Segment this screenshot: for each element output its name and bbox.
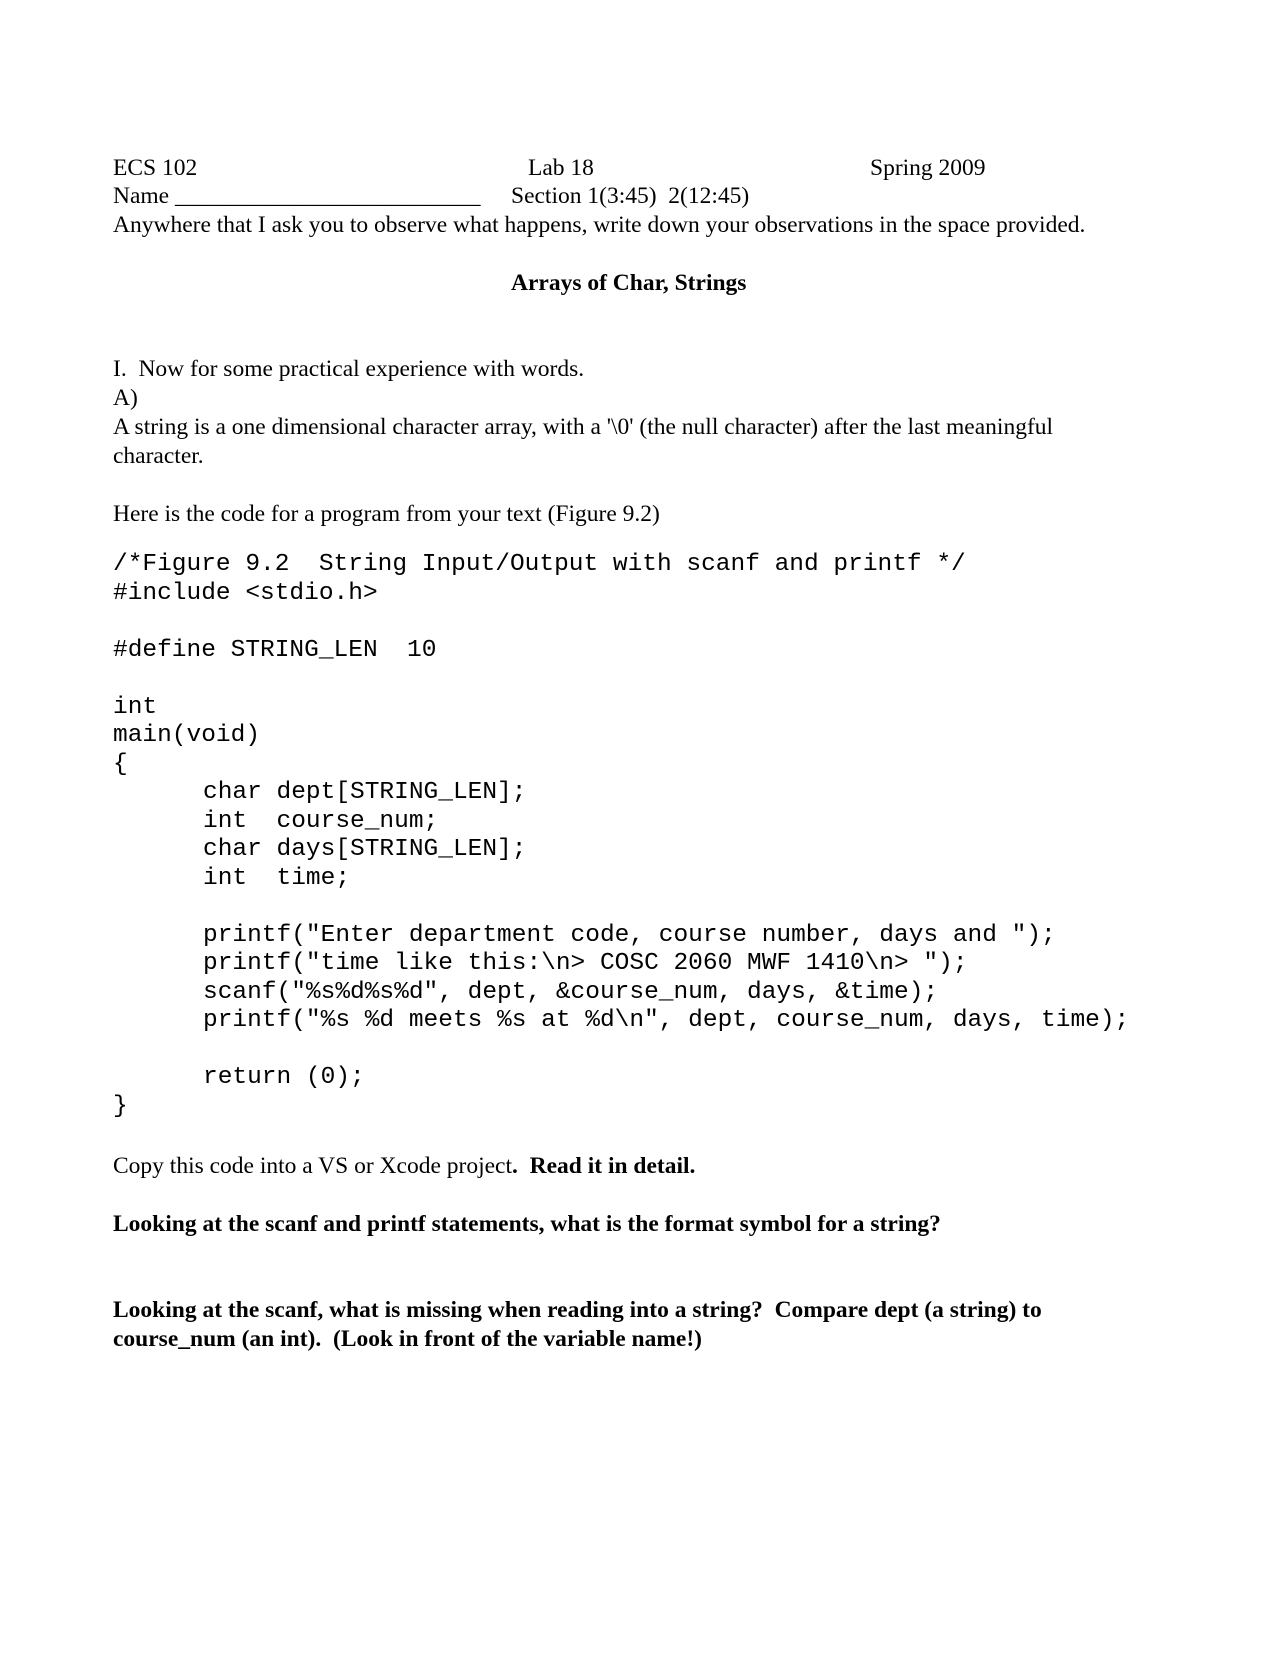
code-line-define: #define STRING_LEN 10 [113,636,437,664]
name-field-label: Name __________________________ [113,183,481,209]
page-title: Arrays of Char, Strings [511,270,747,296]
code-line-open-brace: { [113,750,128,778]
code-line-decl-dept: char dept[STRING_LEN]; [203,779,527,806]
code-line-decl-course-num: int course_num; [203,807,439,835]
code-line-include: #include <stdio.h> [113,579,378,607]
copy-instruction-bold: . Read it in detail. [512,1153,696,1179]
question-missing-line-1: Looking at the scanf, what is missing when reading into a string? Compare dept (a string) to [113,1297,1042,1323]
code-line-decl-time: int time; [203,864,351,892]
code-line-return-type: int [113,693,158,721]
course-code: ECS 102 [113,155,198,181]
copy-instruction [113,1152,695,1181]
description-line-1: A string is a one dimensional character array, with a '\0' (the null character) after the last meaningful [113,414,1054,440]
question-format-symbol: Looking at the scanf and printf statements, what is the format symbol for a string? [113,1211,941,1237]
lab-number: Lab 18 [528,155,594,181]
section-heading: I. Now for some practical experience with words. [113,356,585,382]
description-line-2: character. [113,443,204,469]
code-line-main-signature: main(void) [113,722,261,749]
code-intro: Here is the code for a program from your text (Figure 9.2) [113,501,660,527]
part-label: A) [113,385,138,411]
code-line-printf-prompt-1: printf("Enter department code, course number, days and "); [203,921,1056,949]
code-line-return: return (0); [203,1064,365,1091]
instructions: Anywhere that I ask you to observe what happens, write down your observations in the space provided. [113,212,1086,238]
code-line-printf-prompt-2: printf("time like this:\n> COSC 2060 MWF 1410\n> "); [203,950,968,977]
code-line-comment: /*Figure 9.2 String Input/Output with scanf and printf */ [113,551,966,578]
copy-instruction-text: Copy this code into a VS or Xcode project [113,1153,512,1179]
code-line-decl-days: char days[STRING_LEN]; [203,836,527,863]
term: Spring 2009 [870,155,986,181]
code-listing [113,551,1129,1121]
question-missing-line-2: course_num (an int). (Look in front of the variable name!) [113,1326,703,1352]
code-line-close-brace: } [113,1092,128,1120]
section-info: Section 1(3:45) 2(12:45) [511,183,750,209]
code-line-scanf: scanf("%s%d%s%d", dept, &course_num, days, &time); [203,978,939,1006]
code-line-printf-output: printf("%s %d meets %s at %d\n", dept, course_num, days, time); [203,1007,1130,1034]
